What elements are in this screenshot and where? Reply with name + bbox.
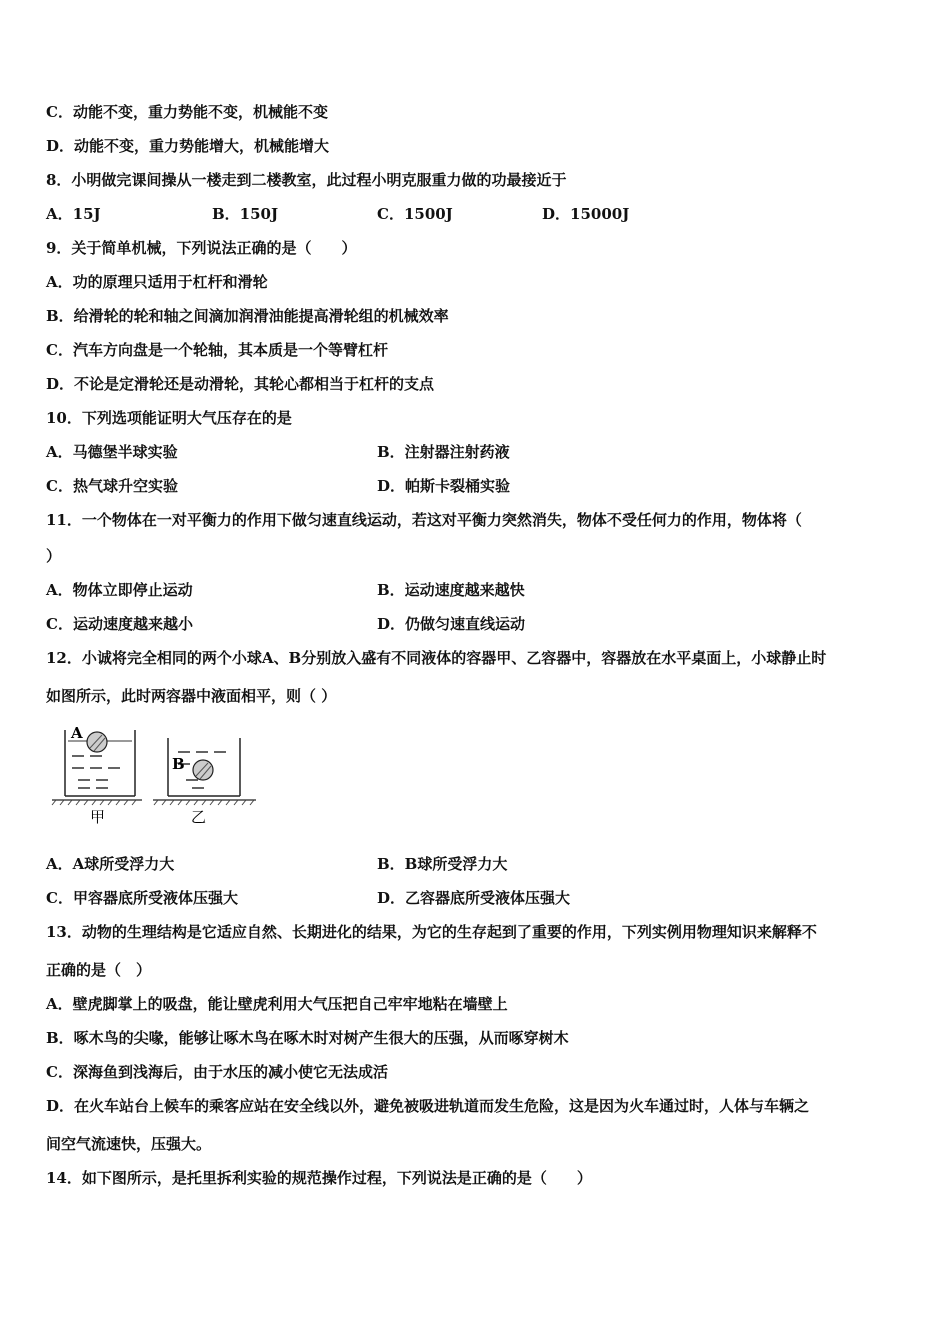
container-yi <box>168 738 240 796</box>
label-jia: 甲 <box>90 808 106 826</box>
q8-option-c: C．1500J <box>377 205 453 223</box>
q12-option-b: B．B球所受浮力大 <box>377 855 508 873</box>
q8-option-d: D．15000J <box>542 205 630 223</box>
q8-option-a: A．15J <box>46 205 101 223</box>
q12-option-d: D．乙容器底所受液体压强大 <box>377 889 571 907</box>
q9-option-d: D．不论是定滑轮还是动滑轮，其轮心都相当于杠杆的支点 <box>46 375 435 393</box>
question-8: 8．小明做完课间操从一楼走到二楼教室，此过程小明克服重力做的功最接近于 <box>46 171 567 189</box>
d7-option: D．动能不变，重力势能增大，机械能增大 <box>46 137 330 155</box>
ball-b-label: B <box>172 755 185 773</box>
table-surface <box>52 800 256 805</box>
q12-option-c: C．甲容器底所受液体压强大 <box>46 889 238 907</box>
q9-option-c: C．汽车方向盘是一个轮轴，其本质是一个等臂杠杆 <box>46 341 388 359</box>
question-13-cont: 正确的是（ ） <box>46 961 152 979</box>
ball-a <box>87 732 107 752</box>
q10-option-a: A．马德堡半球实验 <box>46 443 178 461</box>
question-10: 10．下列选项能证明大气压存在的是 <box>46 409 292 427</box>
question-12-cont: 如图所示，此时两容器中液面相平，则（ ） <box>46 687 337 705</box>
question-11: 11．一个物体在一对平衡力的作用下做匀速直线运动，若这对平衡力突然消失，物体不受任何力的作用，物体将（ <box>46 511 802 529</box>
question-13: 13．动物的生理结构是它适应自然、长期进化的结果，为它的生存起到了重要的作用，下列实例用物理知识来解释不 <box>46 923 817 941</box>
ball-a-label: A <box>71 724 83 742</box>
label-yi: 乙 <box>191 808 207 826</box>
container-figure <box>50 724 260 832</box>
q12-option-a: A．A球所受浮力大 <box>46 855 175 873</box>
question-9: 9．关于简单机械，下列说法正确的是（ ） <box>46 239 357 257</box>
q13-option-c: C．深海鱼到浅海后，由于水压的减小使它无法成活 <box>46 1063 388 1081</box>
q13-option-d-cont: 间空气流速快，压强大。 <box>46 1135 212 1153</box>
question-14: 14．如下图所示，是托里拆利实验的规范操作过程，下列说法是正确的是（ ） <box>46 1169 592 1187</box>
q11-option-c: C．运动速度越来越小 <box>46 615 193 633</box>
q11-option-d: D．仍做匀速直线运动 <box>377 615 526 633</box>
q13-option-b: B．啄木鸟的尖喙，能够让啄木鸟在啄木时对树产生很大的压强，从而啄穿树木 <box>46 1029 569 1047</box>
q13-option-d: D．在火车站台上候车的乘客应站在安全线以外，避免被吸进轨道而发生危险，这是因为火车通过时，人体与车辆之 <box>46 1097 810 1115</box>
question-11-cont: ） <box>46 547 62 565</box>
q11-option-b: B．运动速度越来越快 <box>377 581 525 599</box>
c7-option: C．动能不变，重力势能不变，机械能不变 <box>46 103 328 121</box>
q11-option-a: A．物体立即停止运动 <box>46 581 193 599</box>
container-jia <box>65 724 135 796</box>
q9-option-b: B．给滑轮的轮和轴之间滴加润滑油能提高滑轮组的机械效率 <box>46 307 449 325</box>
q10-option-b: B．注射器注射药液 <box>377 443 510 461</box>
q8-option-b: B．150J <box>212 205 279 223</box>
q10-option-c: C．热气球升空实验 <box>46 477 178 495</box>
question-12: 12．小诚将完全相同的两个小球A、B分别放入盛有不同液体的容器甲、乙容器中，容器放在水平桌面上，小球静止时 <box>46 649 827 667</box>
q10-option-d: D．帕斯卡裂桶实验 <box>377 477 511 495</box>
q13-option-a: A．壁虎脚掌上的吸盘，能让壁虎利用大气压把自己牢牢地粘在墙壁上 <box>46 995 508 1013</box>
ball-b <box>193 760 213 780</box>
q9-option-a: A．功的原理只适用于杠杆和滑轮 <box>46 273 268 291</box>
